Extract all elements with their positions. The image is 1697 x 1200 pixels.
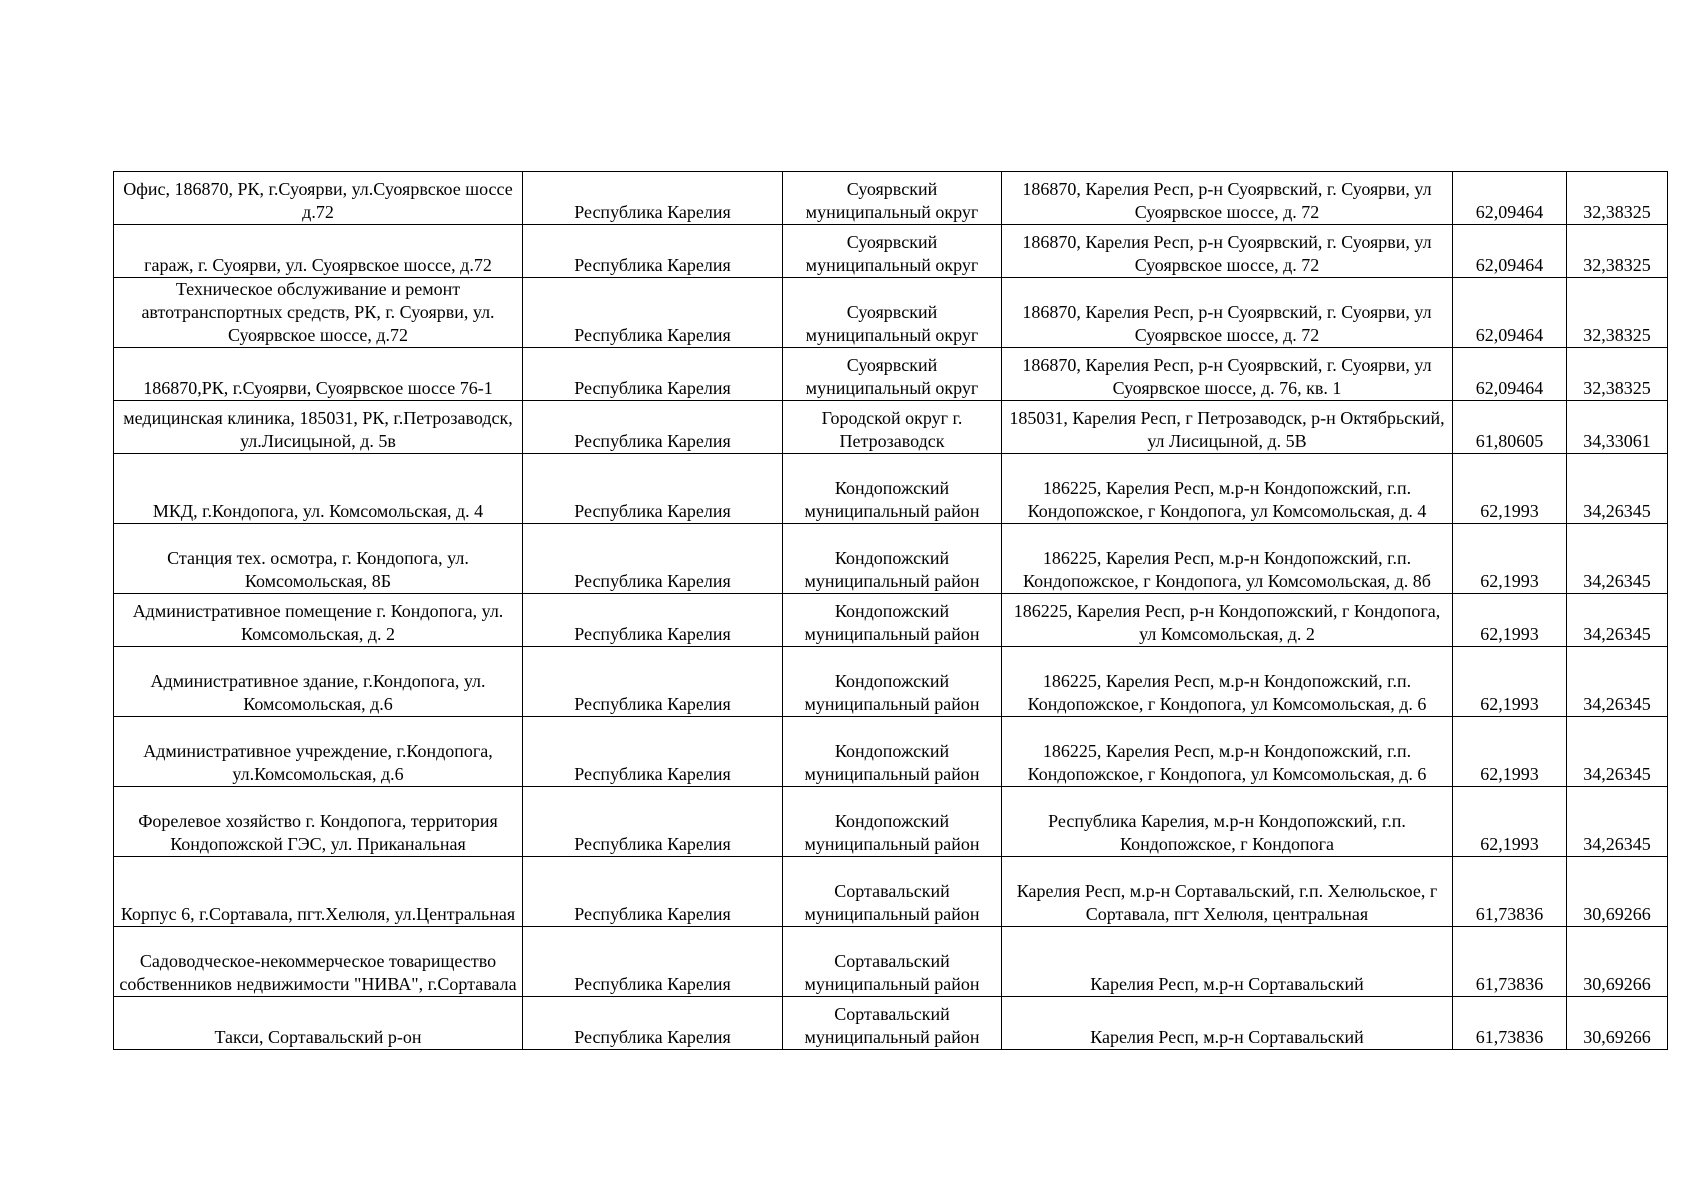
latitude-cell: 62,09464 (1453, 225, 1567, 278)
address-cell: 185031, Карелия Респ, г Петрозаводск, р-н Октябрьский, ул Лисицыной, д. 5В (1002, 401, 1453, 454)
longitude-cell: 30,69266 (1567, 997, 1668, 1050)
address-cell: 186870, Карелия Респ, р-н Суоярвский, г. Суоярви, ул Суоярвское шоссе, д. 76, кв. 1 (1002, 348, 1453, 401)
table-row (114, 594, 1668, 647)
address-cell: 186870, Карелия Респ, р-н Суоярвский, г. Суоярви, ул Суоярвское шоссе, д. 72 (1002, 278, 1453, 348)
region-cell: Республика Карелия (523, 348, 783, 401)
municipality-cell: Сортавальский муниципальный район (783, 997, 1002, 1050)
region-cell: Республика Карелия (523, 172, 783, 225)
longitude-cell: 32,38325 (1567, 348, 1668, 401)
latitude-cell: 62,1993 (1453, 524, 1567, 594)
locations-table (113, 171, 1668, 1050)
address-cell: 186225, Карелия Респ, м.р-н Кондопожский, г.п. Кондопожское, г Кондопога, ул Комсомольская, д. 4 (1002, 454, 1453, 524)
region-cell: Республика Карелия (523, 857, 783, 927)
object-name-cell: Станция тех. осмотра, г. Кондопога, ул. Комсомольская, 8Б (114, 524, 523, 594)
municipality-cell: Суоярвский муниципальный округ (783, 278, 1002, 348)
municipality-cell: Кондопожский муниципальный район (783, 454, 1002, 524)
object-name-cell: Административное помещение г. Кондопога, ул. Комсомольская, д. 2 (114, 594, 523, 647)
latitude-cell: 62,1993 (1453, 594, 1567, 647)
address-cell: 186225, Карелия Респ, р-н Кондопожский, г Кондопога, ул Комсомольская, д. 2 (1002, 594, 1453, 647)
object-name-cell: 186870,РК, г.Суоярви, Суоярвское шоссе 76-1 (114, 348, 523, 401)
latitude-cell: 61,73836 (1453, 857, 1567, 927)
address-cell: Карелия Респ, м.р-н Сортавальский (1002, 997, 1453, 1050)
region-cell: Республика Карелия (523, 524, 783, 594)
municipality-cell: Сортавальский муниципальный район (783, 857, 1002, 927)
address-cell: Карелия Респ, м.р-н Сортавальский (1002, 927, 1453, 997)
longitude-cell: 34,26345 (1567, 524, 1668, 594)
latitude-cell: 61,80605 (1453, 401, 1567, 454)
table-row (114, 927, 1668, 997)
longitude-cell: 34,33061 (1567, 401, 1668, 454)
region-cell: Республика Карелия (523, 454, 783, 524)
object-name-cell: Форелевое хозяйство г. Кондопога, территория Кондопожской ГЭС, ул. Приканальная (114, 787, 523, 857)
table-row (114, 172, 1668, 225)
address-cell: 186870, Карелия Респ, р-н Суоярвский, г. Суоярви, ул Суоярвское шоссе, д. 72 (1002, 225, 1453, 278)
object-name-cell: МКД, г.Кондопога, ул. Комсомольская, д. 4 (114, 454, 523, 524)
region-cell: Республика Карелия (523, 647, 783, 717)
address-cell: Карелия Респ, м.р-н Сортавальский, г.п. Хелюльское, г Сортавала, пгт Хелюля, центральная (1002, 857, 1453, 927)
object-name-cell: Техническое обслуживание и ремонт автотранспортных средств, РК, г. Суоярви, ул. Суоярвское шоссе, д.72 (114, 278, 523, 348)
object-name-cell: Офис, 186870, РК, г.Суоярви, ул.Суоярвское шоссе д.72 (114, 172, 523, 225)
municipality-cell: Кондопожский муниципальный район (783, 717, 1002, 787)
address-cell: 186225, Карелия Респ, м.р-н Кондопожский, г.п. Кондопожское, г Кондопога, ул Комсомольская, д. 6 (1002, 647, 1453, 717)
region-cell: Республика Карелия (523, 401, 783, 454)
longitude-cell: 32,38325 (1567, 278, 1668, 348)
municipality-cell: Кондопожский муниципальный район (783, 787, 1002, 857)
longitude-cell: 32,38325 (1567, 172, 1668, 225)
latitude-cell: 62,09464 (1453, 172, 1567, 225)
longitude-cell: 34,26345 (1567, 647, 1668, 717)
longitude-cell: 34,26345 (1567, 787, 1668, 857)
object-name-cell: гараж, г. Суоярви, ул. Суоярвское шоссе, д.72 (114, 225, 523, 278)
table-row (114, 647, 1668, 717)
object-name-cell: Корпус 6, г.Сортавала, пгт.Хелюля, ул.Центральная (114, 857, 523, 927)
latitude-cell: 62,1993 (1453, 717, 1567, 787)
address-cell: 186870, Карелия Респ, р-н Суоярвский, г. Суоярви, ул Суоярвское шоссе, д. 72 (1002, 172, 1453, 225)
municipality-cell: Городской округ г. Петрозаводск (783, 401, 1002, 454)
region-cell: Республика Карелия (523, 278, 783, 348)
object-name-cell: Такси, Сортавальский р-он (114, 997, 523, 1050)
object-name-cell: Садоводческое-некоммерческое товарищество собственников недвижимости "НИВА", г.Сортавала (114, 927, 523, 997)
object-name-cell: Административное здание, г.Кондопога, ул. Комсомольская, д.6 (114, 647, 523, 717)
latitude-cell: 62,09464 (1453, 348, 1567, 401)
longitude-cell: 32,38325 (1567, 225, 1668, 278)
longitude-cell: 30,69266 (1567, 927, 1668, 997)
document-page (113, 171, 1668, 1050)
latitude-cell: 62,1993 (1453, 454, 1567, 524)
municipality-cell: Сортавальский муниципальный район (783, 927, 1002, 997)
longitude-cell: 34,26345 (1567, 594, 1668, 647)
table-row (114, 997, 1668, 1050)
region-cell: Республика Карелия (523, 225, 783, 278)
municipality-cell: Кондопожский муниципальный район (783, 647, 1002, 717)
region-cell: Республика Карелия (523, 787, 783, 857)
latitude-cell: 62,09464 (1453, 278, 1567, 348)
latitude-cell: 61,73836 (1453, 997, 1567, 1050)
latitude-cell: 61,73836 (1453, 927, 1567, 997)
latitude-cell: 62,1993 (1453, 787, 1567, 857)
table-row (114, 348, 1668, 401)
table-row (114, 401, 1668, 454)
table-row (114, 717, 1668, 787)
region-cell: Республика Карелия (523, 594, 783, 647)
longitude-cell: 34,26345 (1567, 717, 1668, 787)
region-cell: Республика Карелия (523, 997, 783, 1050)
table-row (114, 787, 1668, 857)
table-row (114, 524, 1668, 594)
municipality-cell: Кондопожский муниципальный район (783, 524, 1002, 594)
object-name-cell: медицинская клиника, 185031, РК, г.Петрозаводск, ул.Лисицыной, д. 5в (114, 401, 523, 454)
longitude-cell: 34,26345 (1567, 454, 1668, 524)
municipality-cell: Суоярвский муниципальный округ (783, 172, 1002, 225)
table-row (114, 278, 1668, 348)
address-cell: 186225, Карелия Респ, м.р-н Кондопожский, г.п. Кондопожское, г Кондопога, ул Комсомольская, д. 6 (1002, 717, 1453, 787)
latitude-cell: 62,1993 (1453, 647, 1567, 717)
table-row (114, 454, 1668, 524)
table-row (114, 857, 1668, 927)
region-cell: Республика Карелия (523, 927, 783, 997)
table-row (114, 225, 1668, 278)
address-cell: 186225, Карелия Респ, м.р-н Кондопожский, г.п. Кондопожское, г Кондопога, ул Комсомольская, д. 8б (1002, 524, 1453, 594)
address-cell: Республика Карелия, м.р-н Кондопожский, г.п. Кондопожское, г Кондопога (1002, 787, 1453, 857)
municipality-cell: Кондопожский муниципальный район (783, 594, 1002, 647)
region-cell: Республика Карелия (523, 717, 783, 787)
municipality-cell: Суоярвский муниципальный округ (783, 225, 1002, 278)
object-name-cell: Административное учреждение, г.Кондопога, ул.Комсомольская, д.6 (114, 717, 523, 787)
municipality-cell: Суоярвский муниципальный округ (783, 348, 1002, 401)
longitude-cell: 30,69266 (1567, 857, 1668, 927)
